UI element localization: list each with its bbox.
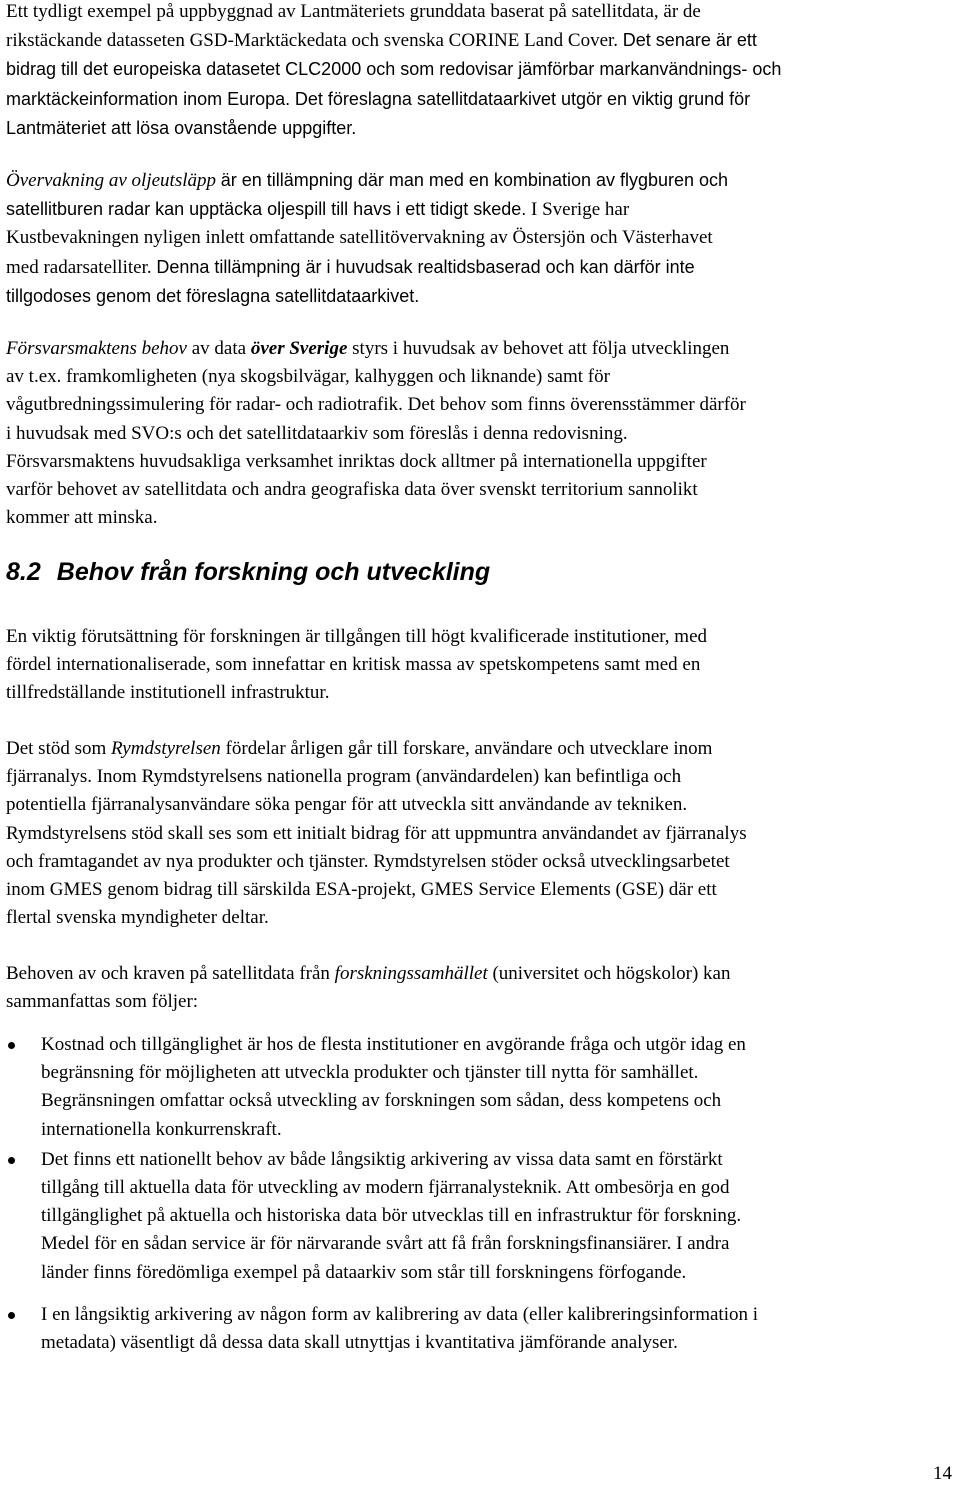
section-heading: [6, 552, 490, 592]
text-line: tillgodoses genom det föreslagna satellitdataarkivet.: [6, 285, 420, 306]
text-fragment: av data: [191, 338, 247, 359]
text-line: fjärranalys. Inom Rymdstyrelsens nationella program (användardelen) kan befintliga och: [6, 766, 682, 788]
text-fragment: (universitet och högskolor) kan: [492, 963, 731, 984]
text-line: med radarsatelliter.: [6, 256, 152, 278]
text-line: flertal svenska myndigheter deltar.: [6, 907, 269, 929]
section-title: Behov från forskning och utveckling: [56, 558, 491, 586]
list-item: [6, 1146, 960, 1287]
term-italic: Försvarsmaktens behov: [6, 338, 187, 359]
text-fragment: fördelar årligen går till forskare, användare och utvecklare inom: [225, 738, 713, 759]
term-italic: forskningssamhället: [334, 963, 488, 984]
text-line: metadata) väsentligt då dessa data skall utnyttjas i kvantitativa jämförande analyser.: [41, 1332, 678, 1354]
bullet-list: [6, 1031, 960, 1357]
text-line: kommer att minska.: [6, 507, 158, 529]
text-line: Begränsningen omfattar också utveckling av forskningen som sådan, dess kompetens och: [41, 1090, 722, 1112]
text-line: tillgång till aktuella data för utveckling av modern fjärranalysteknik. Att ombesörja en god: [41, 1177, 730, 1199]
list-item: [6, 1301, 960, 1357]
paragraph-oljeutslapp: [6, 166, 956, 311]
text-fragment: Det föreslagna satellitdataarkivet utgör en viktig grund för: [294, 88, 751, 109]
text-fragment: är en tillämpning där man med en kombination av flygburen och: [220, 170, 729, 190]
paragraph-forsvarsmakten: [6, 335, 956, 532]
text-line: inom GMES genom bidrag till särskilda ESA-projekt, GMES Service Elements (GSE) där ett: [6, 879, 717, 901]
text-line: rikstäckande datasseten GSD-Marktäckedata och svenska CORINE Land Cover.: [6, 30, 619, 52]
text-line: Ett tydligt exempel på uppbyggnad av Lantmäteriets grunddata baserat på satellitdata, är de: [6, 1, 701, 22]
page-number: 14: [933, 1463, 952, 1484]
text-line: av t.ex. framkomligheten (nya skogsbilvägar, kalhyggen och liknande) samt för: [6, 366, 610, 388]
paragraph-rymdstyrelsen: [6, 735, 956, 932]
text-line: vågutbredningssimulering för radar- och radiotrafik. Det behov som finns överensstämmer därför: [6, 394, 746, 416]
text-fragment: I Sverige har: [531, 199, 630, 221]
text-line: och framtagandet av nya produkter och tjänster. Rymdstyrelsen stöder också utvecklingsarbetet: [6, 850, 730, 872]
text-line: Rymdstyrelsens stöd skall ses som ett initialt bidrag för att uppmuntra användandet av fjärranalys: [6, 822, 747, 844]
bullet-icon: [8, 1042, 15, 1049]
text-line: Försvarsmaktens huvudsakliga verksamhet inriktas dock alltmer på internationella uppgifter: [6, 450, 707, 472]
list-item: [6, 1031, 960, 1144]
text-line: bidrag till det europeiska datasetet CLC2000 och som redovisar jämförbar markanvändnings- och: [6, 59, 782, 80]
term-bold-italic: över Sverige: [250, 338, 348, 359]
text-fragment: Det stöd som: [6, 738, 107, 759]
text-line: potentiella fjärranalysanvändare söka pengar för att utveckla sitt användande av tekniken.: [6, 794, 688, 816]
paragraph-lantmateriet: [6, 0, 956, 143]
text-line: länder finns föredömliga exempel på dataarkiv som står till forskningens förfogande.: [41, 1261, 687, 1283]
text-fragment: Det senare är ett: [622, 30, 757, 51]
text-line: Medel för en sådan service är för närvarande svårt att få från forskningsfinansiärer. I andra: [41, 1233, 730, 1255]
text-line: tillgänglighet på aktuella och historiska data bör utvecklas till en infrastruktur för forskning.: [41, 1205, 742, 1227]
text-fragment: Behoven av och kraven på satellitdata från: [6, 963, 330, 984]
text-line: Det finns ett nationellt behov av både långsiktig arkivering av vissa data samt en förstärkt: [41, 1148, 723, 1170]
term-italic: Rymdstyrelsen: [111, 738, 221, 759]
text-fragment: Denna tillämpning är i huvudsak realtidsbaserad och kan därför inte: [156, 256, 695, 277]
text-line: I en långsiktig arkivering av någon form av kalibrering av data (eller kalibreringsinformation i: [41, 1303, 759, 1325]
text-line: i huvudsak med SVO:s och det satellitdataarkiv som föreslås i denna redovisning.: [6, 422, 628, 444]
text-line: Kostnad och tillgänglighet är hos de flesta institutioner en avgörande fråga och utgör idag en: [41, 1034, 746, 1055]
text-line: fördel internationaliserade, som innefattar en kritisk massa av spetskompetens samt med en: [6, 654, 701, 676]
text-line: Kustbevakningen nyligen inlett omfattande satellitövervakning av Östersjön och Västerhavet: [6, 227, 713, 249]
text-line: satellitburen radar kan upptäcka oljespill till havs i ett tidigt skede.: [6, 199, 527, 220]
text-line: Lantmäteriet att lösa ovanstående uppgifter.: [6, 117, 357, 138]
text-line: varför behovet av satellitdata och andra geografiska data över svenskt territorium sannolikt: [6, 479, 698, 501]
bullet-icon: [8, 1157, 15, 1164]
term-italic: Övervakning av oljeutsläpp: [6, 170, 217, 191]
paragraph-forskningssamhallet: [6, 960, 956, 1016]
text-line: internationella konkurrenskraft.: [41, 1118, 282, 1140]
text-fragment: styrs i huvudsak av behovet att följa utvecklingen: [352, 338, 730, 359]
section-number: 8.2: [6, 558, 41, 586]
text-line: marktäckeinformation inom Europa.: [6, 88, 291, 109]
text-line: sammanfattas som följer:: [6, 991, 199, 1013]
text-line: tillfredställande institutionell infrastruktur.: [6, 682, 330, 704]
bullet-icon: [8, 1312, 15, 1319]
text-line: En viktig förutsättning för forskningen är tillgången till högt kvalificerade institutioner, med: [6, 626, 708, 647]
paragraph-forskning: [6, 623, 956, 708]
text-line: begränsning för möjligheten att utveckla produkter och tjänster till nytta för samhället.: [41, 1062, 699, 1084]
